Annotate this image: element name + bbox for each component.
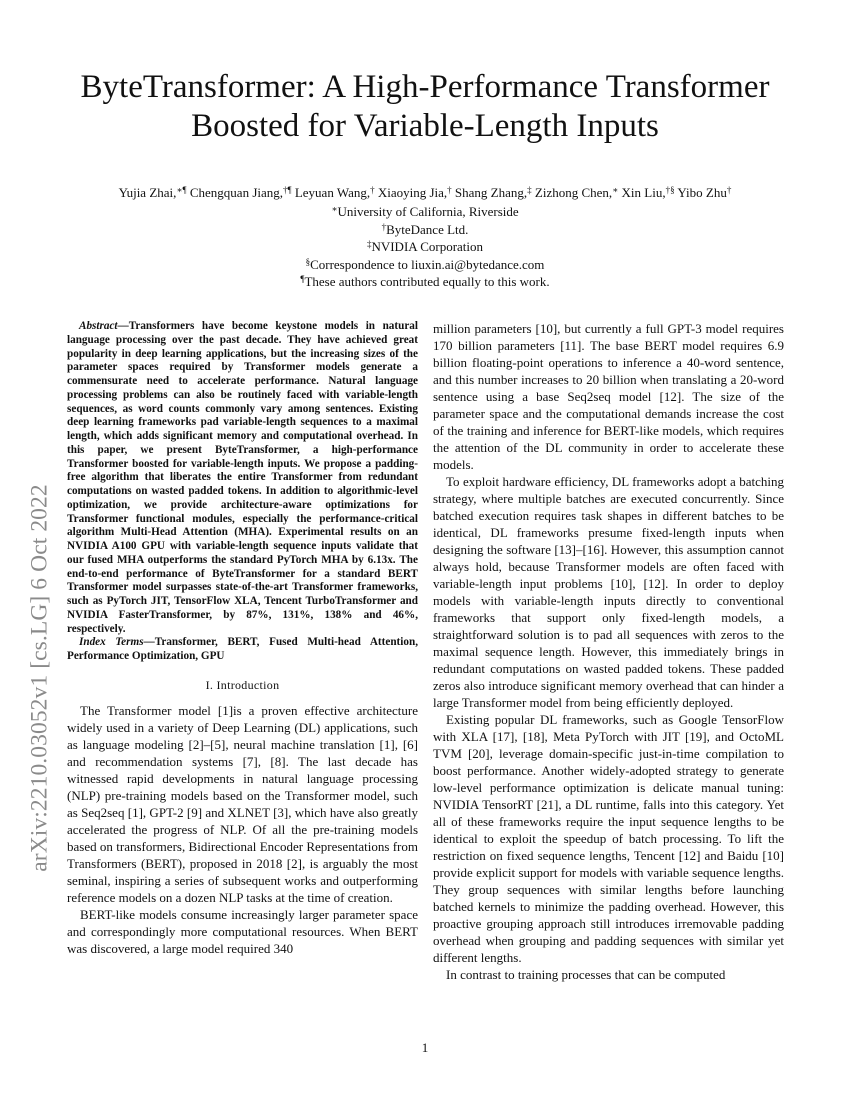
section-heading-introduction: I. Introduction (205, 677, 280, 692)
author: Xin Liu,†§ (621, 185, 675, 200)
title-line-2: Boosted for Variable-Length Inputs (191, 108, 659, 144)
abstract-label: Abstract (79, 320, 118, 332)
paper-title (0, 68, 850, 146)
body-paragraph: The Transformer model [1]is a proven effective architecture widely used in a variety of Deep Learning (DL) applications, such as language modeling [2]–[5], neural machine translation [1], [6] and recommendation systems [7], [8]. The last decade has witnessed rapid developments in natural language processing (NLP) pre-training models based on the Transformer model, such as Seq2seq [1], GPT-2 [9] and XLNET [3], which have also greatly accelerated the progress of NLP. Of all the pre-training models based on transformers, Bidirectional Encoder Representations from Transformers (BERT), proposed in 2018 [2], is arguably the most seminal, inspiring a series of subsequent works and outperforming reference models on a dozen NLP tasks at the time of creation. (67, 702, 418, 905)
abstract (67, 320, 418, 636)
author: Xiaoying Jia,† (377, 185, 452, 200)
arxiv-identifier-stamp: arXiv:2210.03052v1 [cs.LG] 6 Oct 2022 (26, 484, 53, 872)
affiliation: ‡NVIDIA Corporation (366, 239, 484, 254)
affiliation: ¶These authors contributed equally to this work. (300, 274, 550, 289)
index-terms-label: Index Terms (79, 636, 144, 649)
right-column (433, 320, 784, 983)
author: Zizhong Chen,∗ (534, 185, 619, 200)
body-paragraph: BERT-like models consume increasingly larger parameter space and correspondingly more computational resources. When BERT was discovered, a large model required 340 (67, 906, 418, 956)
author: Yujia Zhai,∗¶ (118, 185, 187, 200)
body-paragraph: Existing popular DL frameworks, such as Google TensorFlow with XLA [17], [18], Meta PyTorch with JIT [19], and OctoML TVM [20], leverage domain-specific just-in-time compilation to boost performance. Another widely-adopted strategy to generate low-level performance optimization is delicate manual tuning: NVIDIA TensorRT [21], a DL runtime, falls into this category. Yet all of these frameworks require the input sequence lengths to be identical to exploit the speedup of batch processing. To lift the restriction on fixed sequence lengths, Tencent [12] and Baidu [10] provide explicit support for models with variable sequence lengths. They group sequences with similar lengths before launching batched kernels to minimize the padding overhead. However, this proactive grouping approach still introduces irremovable padding overhead when grouping and padding sequences with similar yet different lengths. (433, 712, 784, 965)
author: Leyuan Wang,† (294, 185, 375, 200)
index-terms-text: —Transformer, BERT, Fused Multi-head Attention, Performance Optimization, GPU (67, 636, 418, 662)
affiliation: †ByteDance Ltd. (381, 221, 469, 237)
affiliation-list (0, 203, 850, 291)
affiliation: ∗University of California, Riverside (331, 204, 519, 219)
affiliation: §Correspondence to liuxin.ai@bytedance.com (305, 256, 545, 272)
body-paragraph: In contrast to training processes that can be computed (446, 967, 726, 982)
index-terms (67, 636, 418, 664)
body-paragraph: To exploit hardware efficiency, DL frameworks adopt a batching strategy, where multiple batches are executed concurrently. Since batched execution requires task shapes in different batches to be identical, DL frameworks presume fixed-length inputs when designing the software [13]–[16]. However, this assumption cannot always hold, because Transformer models are often faced with variable-length input problems [10], [12]. In order to deploy models with variable-length inputs directly to conventional frameworks that support only fixed-length models, a straightforward solution is to pad all sequences with zeros to the maximal sequence length. However, this immediately brings in redundant computations on wasted padded tokens. These padded zeros also introduce significant memory overhead that can hinder a large Transformer model from being efficiently deployed. (433, 474, 784, 710)
page-number: 1 (421, 1040, 429, 1055)
body-paragraph: million parameters [10], but currently a full GPT-3 model requires 170 billion parameters [11]. The base BERT model requires 6.9 billion floating-point operations to inference a 40-word sentence, and this number increases to 20 billion when translating a 20-word sentence using a base Seq2seq model [12]. The size of the parameter space and the computational demands increase the cost of the training and inference for BERT-like models, which requires the attention of the DL community in order to accelerate these models. (433, 321, 784, 472)
author: Yibo Zhu† (677, 185, 732, 200)
left-column (67, 320, 418, 957)
author: Shang Zhang,‡ (454, 185, 532, 200)
abstract-text: —Transformers have become keystone models in natural language processing over the past decade. They have achieved great popularity in deep learning applications, but the increasing sizes of the parameter spaces required by Transformer models generate a commensurate need to accelerate performance. Natural language processing problems can also be routinely faced with variable-length sequences, as word counts commonly vary among sentences. Existing deep learning frameworks pad variable-length sequences to a maximal length, which adds significant memory and computational overhead. In this paper, we present ByteTransformer, a high-performance Transformer boosted for variable-length inputs. We propose a padding-free algorithm that liberates the entire Transformer from redundant computations on wasted padded tokens. In addition to algorithmic-level optimization, we provide architecture-aware optimizations for Transformer functional modules, especially the performance-critical algorithm Multi-Head Attention (MHA). Experimental results on an NVIDIA A100 GPU with variable-length sequence inputs validate that our fused MHA outperforms the standard PyTorch MHA by 6.13x. The end-to-end performance of ByteTransformer for a standard BERT Transformer model surpasses state-of-the-art Transformer frameworks, such as PyTorch JIT, TensorFlow XLA, Tencent TurboTransformer and NVIDIA FasterTransformer, by 87%, 131%, 138% and 46%, respectively. (67, 320, 418, 635)
title-line-1: ByteTransformer: A High-Performance Transformer (80, 69, 770, 105)
author-list (0, 184, 850, 201)
author: Chengquan Jiang,†¶ (189, 185, 292, 200)
